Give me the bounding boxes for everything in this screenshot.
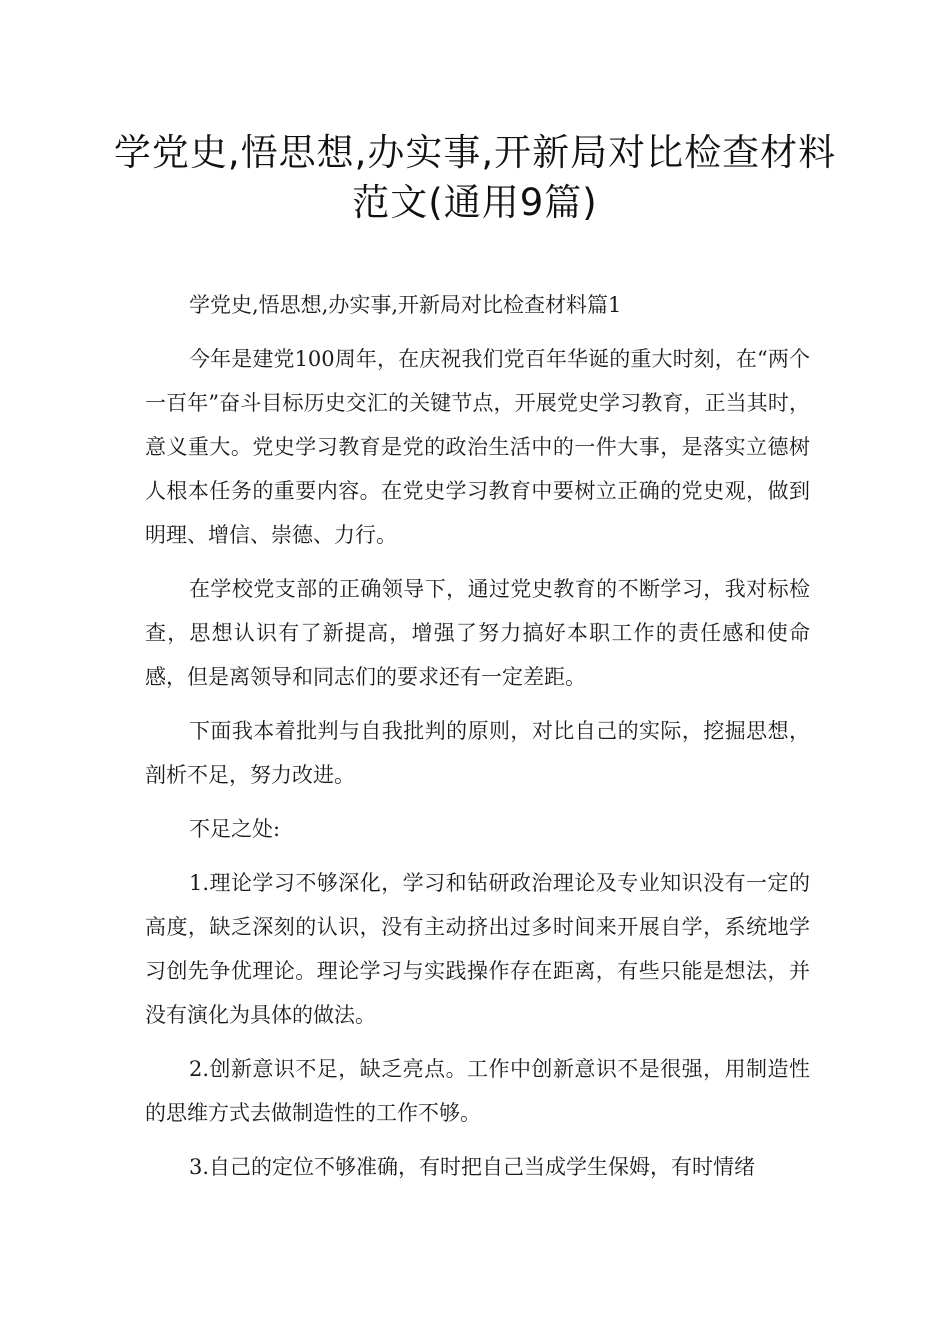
list-item: 1.理论学习不够深化，学习和钻研政治理论及专业知识没有一定的高度，缺乏深刻的认识，没有主动挤出过多时间来开展自学，系统地学习创先争优理论。理论学习与实践操作存在距离，有些只能是想法，并没有演化为具体的做法。 (145, 871, 810, 1027)
list-item: 3.自己的定位不够准确，有时把自己当成学生保姆，有时情绪 (189, 1155, 756, 1179)
document-body (145, 283, 810, 1199)
list-item: 2.创新意识不足，缺乏亮点。工作中创新意识不是很强，用制造性的思维方式去做制造性的工作不够。 (145, 1057, 810, 1125)
document-title: 学党史,悟思想,办实事,开新局对比检查材料范文(通用9篇) (113, 131, 837, 224)
section-heading: 学党史,悟思想,办实事,开新局对比检查材料篇1 (189, 293, 622, 317)
paragraph: 在学校党支部的正确领导下，通过党史教育的不断学习，我对标检查，思想认识有了新提高，增强了努力搞好本职工作的责任感和使命感，但是离领导和同志们的要求还有一定差距。 (145, 577, 810, 689)
paragraph: 下面我本着批判与自我批判的原则，对比自己的实际，挖掘思想，剖析不足，努力改进。 (145, 719, 810, 787)
subheading: 不足之处: (189, 817, 281, 841)
paragraph: 今年是建党100周年，在庆祝我们党百年华诞的重大时刻，在“两个一百年”奋斗目标历史交汇的关键节点，开展党史学习教育，正当其时，意义重大。党史学习教育是党的政治生活中的一件大事，是落实立德树人根本任务的重要内容。在党史学习教育中要树立正确的党史观，做到明理、增信、崇德、力行。 (145, 347, 810, 547)
